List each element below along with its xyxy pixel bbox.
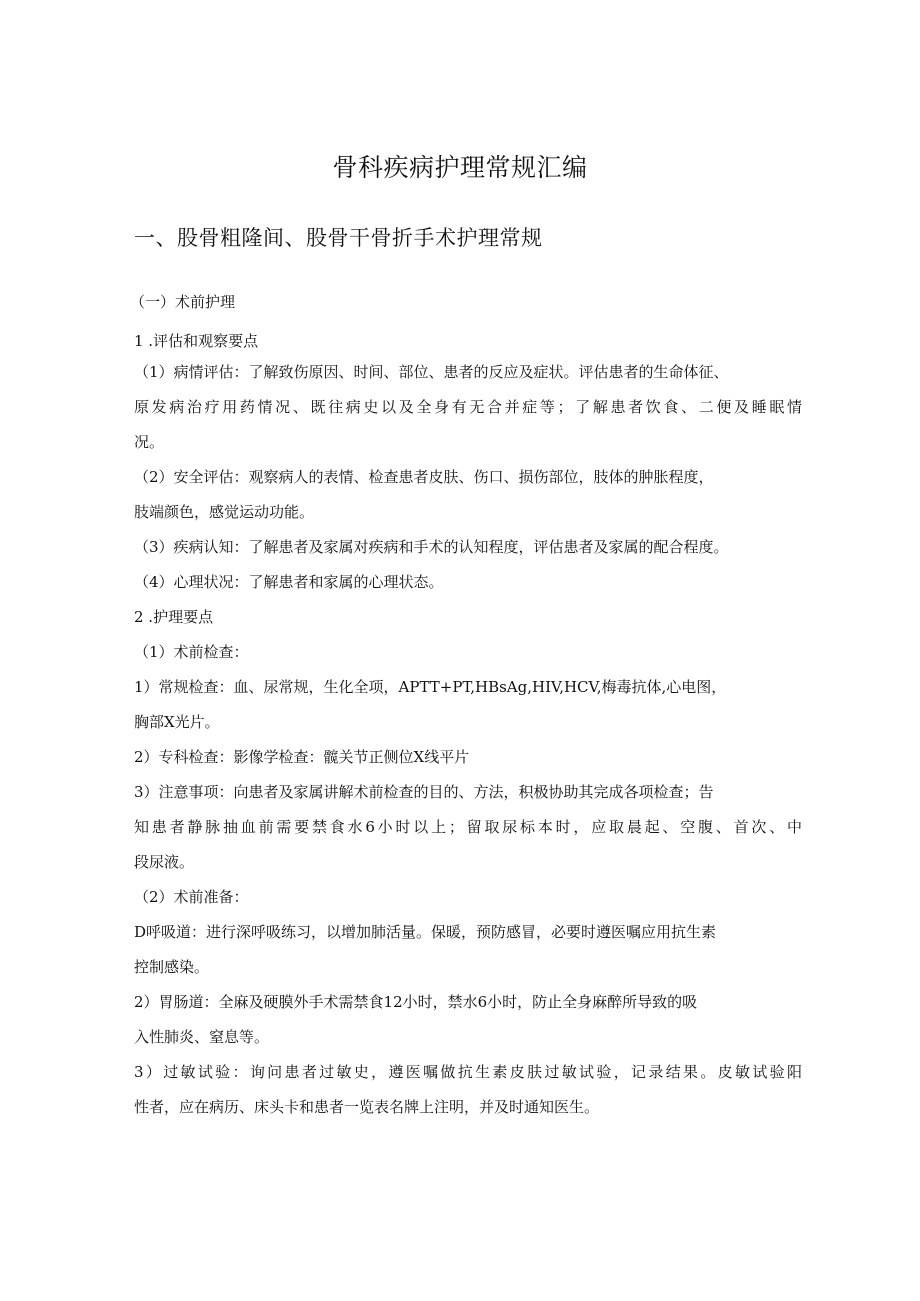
paragraph-line: 3）注意事项：向患者及家属讲解术前检查的目的、方法，积极协助其完成各项检查；告 — [134, 783, 714, 801]
paragraph-line: 知患者静脉抽血前需要禁食水6小时以上；留取尿标本时，应取晨起、空腹、首次、中 — [134, 818, 802, 836]
document-body — [130, 287, 802, 1123]
section-heading: 一、股骨粗隆间、股骨干骨折手术护理常规 — [134, 226, 543, 250]
item-heading: 1 .评估和观察要点 — [134, 332, 259, 350]
document-title: 骨科疾病护理常规汇编 — [332, 153, 588, 182]
paragraph-line: 控制感染。 — [134, 958, 210, 976]
paragraph-line: 3）过敏试验：询问患者过敏史，遵医嘱做抗生素皮肤过敏试验，记录结果。皮敏试验阳 — [134, 1063, 802, 1081]
paragraph-line: 胸部X光片。 — [134, 713, 220, 731]
paragraph-line: （2）安全评估：观察病人的表情、检查患者皮肤、伤口、损伤部位，肢体的肿胀程度， — [134, 468, 714, 486]
paragraph-line: （2）术前准备： — [134, 888, 249, 906]
paragraph-line: 入性肺炎、窒息等。 — [134, 1028, 270, 1046]
paragraph-line: 2）胃肠道：全麻及硬膜外手术需禁食12小时，禁水6小时，防止全身麻醉所导致的吸 — [134, 993, 698, 1011]
paragraph-line: 段尿液。 — [134, 853, 195, 871]
paragraph-line: （3）疾病认知：了解患者及家属对疾病和手术的认知程度，评估患者及家属的配合程度。 — [134, 538, 729, 556]
paragraph-line: 1）常规检查：血、尿常规，生化全项，APTT+PT,HBsAg,HIV,HCV,梅毒抗体,心电图， — [134, 678, 727, 696]
paragraph-line: （1）病情评估：了解致伤原因、时间、部位、患者的反应及症状。评估患者的生命体征、 — [134, 363, 729, 381]
paragraph-line: 原发病治疗用药情况、既往病史以及全身有无合并症等；了解患者饮食、二便及睡眠情 — [134, 398, 802, 416]
paragraph-line: （1）术前检查： — [134, 643, 249, 661]
paragraph-line: 肢端颜色，感觉运动功能。 — [134, 503, 315, 521]
paragraph-line: 2）专科检查：影像学检查：髋关节正侧位X线平片 — [134, 748, 470, 766]
item-heading: 2 .护理要点 — [134, 608, 214, 626]
paragraph-line: 况。 — [134, 433, 165, 451]
paragraph-line: （4）心理状况：了解患者和家属的心理状态。 — [134, 573, 444, 591]
paragraph-line: D呼吸道：进行深呼吸练习，以增加肺活量。保暖，预防感冒，必要时遵医嘱应用抗生素 — [134, 923, 717, 941]
subsection-heading: （一）术前护理 — [130, 293, 236, 311]
paragraph-line: 性者，应在病历、床头卡和患者一览表名牌上注明，并及时通知医生。 — [134, 1098, 600, 1116]
